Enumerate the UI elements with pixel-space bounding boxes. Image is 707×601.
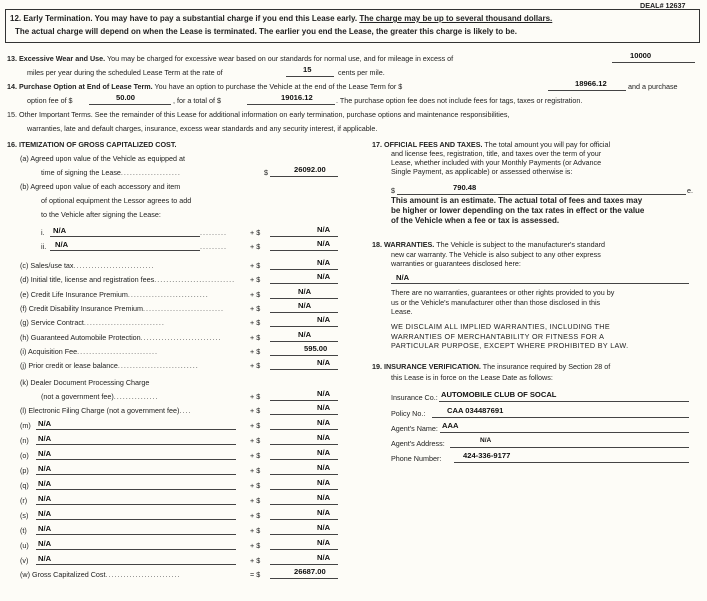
item-value: N/A <box>298 287 312 296</box>
plus-dollar: + $ <box>250 275 261 284</box>
extra-item-underline <box>36 429 236 430</box>
warranties-section <box>372 240 605 269</box>
plus-dollar: + $ <box>250 451 261 460</box>
excessive-wear-title: 13. Excessive Wear and Use. <box>7 54 106 63</box>
item-l-text: (l) Electronic Filing Charge (not a government fee) <box>20 406 180 415</box>
extra-item-name: N/A <box>38 434 52 443</box>
item-b-line1: (b) Agreed upon value of each accessory and item <box>20 182 181 191</box>
plus-dollar: + $ <box>250 526 261 535</box>
plus-dollar: + $ <box>250 290 261 299</box>
warranties-text2: new car warranty. The Vehicle is also subject to any other express <box>391 249 601 259</box>
extra-item-value: N/A <box>317 478 331 487</box>
insurance-section <box>372 362 610 383</box>
item-label <box>20 275 248 284</box>
extra-item-value: N/A <box>317 493 331 502</box>
item-label <box>20 347 248 356</box>
extra-item-name: N/A <box>38 494 52 503</box>
value-underline <box>270 326 338 327</box>
value-underline <box>270 298 338 299</box>
estimate-line2: be higher or lower depending on the tax rates in effect or the value <box>391 206 645 215</box>
warranties-none-paragraph <box>391 288 614 317</box>
extra-item-value: N/A <box>317 433 331 442</box>
item-k-line1: (k) Dealer Document Processing Charge <box>20 378 150 387</box>
insurance-text1: The insurance required by Section 28 of <box>482 362 611 371</box>
disclaimer-line1: WE DISCLAIM ALL IMPLIED WARRANTIES, INCLUDING THE <box>391 322 610 331</box>
gross-cap-cost-label: (w) Gross Capitalized Cost......................... <box>20 570 181 579</box>
item-a-dollar: $ <box>264 168 268 177</box>
extra-item-underline <box>36 459 236 460</box>
purchase-price-value: 18966.12 <box>575 79 607 88</box>
extra-item-underline <box>36 549 236 550</box>
excessive-wear-text-c: miles per year during the scheduled Lease Term at the rate of <box>27 68 223 77</box>
excessive-wear-line2 <box>27 68 223 77</box>
extra-item-value: N/A <box>317 523 331 532</box>
accessory-underline <box>50 236 200 237</box>
accessory-name: N/A <box>55 240 69 249</box>
purchase-option-text-f: . The purchase option fee does not include fees for tags, taxes or registration. <box>336 96 583 105</box>
agent-name-value: AAA <box>442 421 459 430</box>
value-underline <box>270 489 338 490</box>
value-underline <box>270 429 338 430</box>
plus-dollar: + $ <box>250 333 261 342</box>
warranties-p2: us or the Vehicle's manufacturer other than those disclosed in this <box>391 297 601 307</box>
item-l-value: N/A <box>317 403 331 412</box>
value-underline <box>270 269 338 270</box>
value-underline <box>270 355 338 356</box>
early-termination-box <box>5 9 700 43</box>
warranties-text3: warranties or guarantees disclosed here: <box>391 259 521 268</box>
early-termination-line2: The actual charge will depend on when the Lease is terminated. The earlier you end the Lease, the greater this charge is likely to be. <box>15 27 517 36</box>
excess-miles-value: 10000 <box>630 51 652 60</box>
official-fees-text3: Lease, whether included with your Monthly Payments (or Advance <box>391 158 602 167</box>
itemization-title: 16. ITEMIZATION OF GROSS CAPITALIZED COST. <box>7 140 177 149</box>
extra-item-underline <box>36 444 236 445</box>
item-label <box>20 333 248 342</box>
insurance-text2: this Lease is in force on the Lease Date as follows: <box>391 372 553 382</box>
leader-dots: ........................... <box>127 290 209 299</box>
item-a-line1: (a) Agreed upon value of the Vehicle as equipped at <box>20 154 186 163</box>
item-value: N/A <box>317 239 331 248</box>
insurance-co-label: Insurance Co.: <box>391 393 438 402</box>
leader-dots: ........................... <box>117 361 199 370</box>
item-label-text: (d) Initial title, license and registration fees <box>20 275 155 284</box>
early-termination-text-b: The charge may be up to several thousand dollars. <box>359 14 553 23</box>
item-value: N/A <box>317 358 331 367</box>
warranties-p3: Lease. <box>391 307 413 316</box>
extra-item-label: (u) <box>20 541 29 550</box>
deal-number: DEAL# 12637 <box>640 1 686 10</box>
official-fees-amount: 790.48 <box>453 183 477 192</box>
insurance-co-value: AUTOMOBILE CLUB OF SOCAL <box>441 390 557 399</box>
leader-dots: ......... <box>200 242 227 251</box>
other-terms-line1: 15. Other Important Terms. See the remainder of this Lease for additional information on early termination, purchase options and maintenance responsibilities, <box>7 110 510 119</box>
extra-item-value: N/A <box>317 448 331 457</box>
accessory-underline <box>50 250 200 251</box>
purchase-option-title: 14. Purchase Option at End of Lease Term. <box>7 82 153 91</box>
value-underline <box>270 341 338 342</box>
item-label <box>20 304 248 313</box>
item-label-text: (h) Guaranteed Automobile Protection <box>20 333 141 342</box>
accessory-label: ii. <box>41 242 47 251</box>
item-a-label: time of signing the Lease <box>41 168 121 177</box>
extra-item-underline <box>36 474 236 475</box>
extra-item-underline <box>36 519 236 520</box>
item-l-label: (l) Electronic Filing Charge (not a government fee).... <box>20 406 192 415</box>
leader-dots: ........................... <box>143 304 224 313</box>
official-fees-suffix: e. <box>687 186 693 195</box>
plus-dollar: + $ <box>250 228 261 237</box>
policy-no-label: Policy No.: <box>391 409 426 418</box>
accessory-name: N/A <box>53 226 67 235</box>
item-label <box>20 290 248 299</box>
official-fees-dollar: $ <box>391 186 395 195</box>
item-k-plus: + $ <box>250 392 261 401</box>
item-label <box>20 261 248 270</box>
plus-dollar: + $ <box>250 242 261 251</box>
warranties-value: N/A <box>396 273 410 282</box>
extra-item-name: N/A <box>38 464 52 473</box>
value-underline <box>270 519 338 520</box>
cents-per-mile-text: cents per mile. <box>338 68 385 77</box>
extra-item-value: N/A <box>317 418 331 427</box>
purchase-option-line1 <box>7 82 402 91</box>
leader-dots: ........................... <box>83 318 165 327</box>
plus-dollar: + $ <box>250 556 261 565</box>
option-fee-label: option fee of $ <box>27 96 73 105</box>
leader-dots: ........................... <box>140 333 222 342</box>
leader-dots: ........................... <box>154 275 236 284</box>
item-a-value: 26092.00 <box>294 165 326 174</box>
item-value: N/A <box>298 330 312 339</box>
extra-item-label: (t) <box>20 526 27 535</box>
plus-dollar: + $ <box>250 261 261 270</box>
agent-name-label: Agent's Name: <box>391 424 438 433</box>
official-fees-section <box>372 140 694 176</box>
plus-dollar: + $ <box>250 318 261 327</box>
extra-item-name: N/A <box>38 524 52 533</box>
purchase-option-text-c: and a purchase <box>628 82 678 91</box>
gross-cap-cost-equals: = $ <box>250 570 261 579</box>
item-label-text: (g) Service Contract <box>20 318 84 327</box>
warranties-title: 18. WARRANTIES. <box>372 240 435 249</box>
value-underline <box>270 564 338 565</box>
total-label: , for a total of $ <box>173 96 221 105</box>
extra-item-label: (s) <box>20 511 29 520</box>
value-underline <box>270 549 338 550</box>
disclaimer-line3: PARTICULAR PURPOSE, EXCEPT WHERE PROHIBITED BY LAW. <box>391 341 629 350</box>
item-value: N/A <box>317 225 331 234</box>
extra-item-name: N/A <box>38 509 52 518</box>
extra-item-name: N/A <box>38 449 52 458</box>
extra-item-name: N/A <box>38 554 52 563</box>
extra-item-name: N/A <box>38 539 52 548</box>
item-k-value: N/A <box>317 389 331 398</box>
plus-dollar: + $ <box>250 481 261 490</box>
item-b-line2: of optional equipment the Lessor agrees to add <box>41 196 192 205</box>
item-l-plus: + $ <box>250 406 261 415</box>
official-fees-text2: and license fees, registration, title, and taxes over the term of your <box>391 149 602 158</box>
option-fee-value: 50.00 <box>116 93 136 102</box>
value-underline <box>270 534 338 535</box>
extra-item-underline <box>36 504 236 505</box>
item-a-line2: time of signing the Lease.................... <box>41 168 181 177</box>
plus-dollar: + $ <box>250 361 261 370</box>
leader-dots: ........................... <box>73 261 155 270</box>
extra-item-value: N/A <box>317 553 331 562</box>
phone-value: 424-336-9177 <box>463 451 511 460</box>
mileage-rate-value: 15 <box>303 65 312 74</box>
item-value: 595.00 <box>304 344 328 353</box>
plus-dollar: + $ <box>250 436 261 445</box>
extra-item-label: (p) <box>20 466 29 475</box>
agent-address-label: Agent's Address: <box>391 439 445 448</box>
official-fees-estimate <box>391 196 644 226</box>
extra-item-label: (r) <box>20 496 28 505</box>
plus-dollar: + $ <box>250 304 261 313</box>
item-label-text: (j) Prior credit or lease balance <box>20 361 118 370</box>
official-fees-text4: Single Payment, as applicable) or assessed otherwise is: <box>391 167 573 176</box>
item-label <box>20 361 248 370</box>
insurance-title: 19. INSURANCE VERIFICATION. <box>372 362 481 371</box>
value-underline <box>270 369 338 370</box>
extra-item-underline <box>36 564 236 565</box>
policy-no-value: CAA 034487691 <box>447 406 504 415</box>
agent-address-value: N/A <box>480 437 492 444</box>
extra-item-underline <box>36 534 236 535</box>
value-underline <box>270 444 338 445</box>
extra-item-value: N/A <box>317 463 331 472</box>
value-underline <box>270 474 338 475</box>
plus-dollar: + $ <box>250 421 261 430</box>
plus-dollar: + $ <box>250 511 261 520</box>
disclaimer-line2: WARRANTIES OF MERCHANTABILITY OR FITNESS FOR A <box>391 331 605 341</box>
item-label-text: (f) Credit Disability Insurance Premium <box>20 304 144 313</box>
gross-cap-cost-text: (w) Gross Capitalized Cost <box>20 570 106 579</box>
item-b-line3: to the Vehicle after signing the Lease: <box>41 210 161 219</box>
extra-item-name: N/A <box>38 419 52 428</box>
warranties-disclaimer <box>391 322 629 351</box>
plus-dollar: + $ <box>250 466 261 475</box>
value-underline <box>270 236 338 237</box>
item-label-text: (i) Acquisition Fee <box>20 347 78 356</box>
plus-dollar: + $ <box>250 496 261 505</box>
extra-item-label: (m) <box>20 421 31 430</box>
item-value: N/A <box>317 272 331 281</box>
value-underline <box>270 312 338 313</box>
extra-item-value: N/A <box>317 508 331 517</box>
extra-item-value: N/A <box>317 538 331 547</box>
extra-item-label: (q) <box>20 481 29 490</box>
item-value: N/A <box>317 315 331 324</box>
item-label-text: (e) Credit Life Insurance Premium <box>20 290 128 299</box>
item-label <box>20 318 248 327</box>
early-termination-text-a: 12. Early Termination. You may have to pay a substantial charge if you end this Lease early. <box>10 14 358 23</box>
item-value: N/A <box>298 301 312 310</box>
phone-label: Phone Number: <box>391 454 442 463</box>
warranties-p1: There are no warranties, guarantees or other rights provided to you by <box>391 288 615 297</box>
excessive-wear-line1 <box>7 54 453 63</box>
item-label-text: (c) Sales/use tax <box>20 261 74 270</box>
value-underline <box>270 459 338 460</box>
warranties-text1: The Vehicle is subject to the manufacturer's standard <box>436 240 605 249</box>
official-fees-text1: The total amount you will pay for official <box>484 140 611 149</box>
item-k-line2: (not a government fee)............... <box>41 392 159 401</box>
early-termination-line1 <box>10 14 552 23</box>
estimate-line3: of the Vehicle when a fee or tax is assessed. <box>391 216 560 225</box>
value-underline <box>270 504 338 505</box>
value-underline <box>270 250 338 251</box>
official-fees-title: 17. OFFICIAL FEES AND TAXES. <box>372 140 483 149</box>
leader-dots: ........................... <box>77 347 159 356</box>
item-k-label: (not a government fee) <box>41 392 114 401</box>
extra-item-label: (n) <box>20 436 29 445</box>
estimate-line1: This amount is an estimate. The actual total of fees and taxes may <box>391 196 643 205</box>
other-terms-line2: warranties, late and default charges, insurance, excess wear standards and any security interest, if applicable. <box>27 124 378 133</box>
extra-item-label: (v) <box>20 556 29 565</box>
plus-dollar: + $ <box>250 541 261 550</box>
purchase-option-text: You have an option to purchase the Vehicle at the end of the Lease Term for $ <box>154 82 403 91</box>
gross-cap-cost-value: 26687.00 <box>294 567 326 576</box>
extra-item-underline <box>36 489 236 490</box>
purchase-total-value: 19016.12 <box>281 93 313 102</box>
leader-dots: ......... <box>200 228 227 237</box>
value-underline <box>270 283 338 284</box>
accessory-label: i. <box>41 228 45 237</box>
item-value: N/A <box>317 258 331 267</box>
extra-item-name: N/A <box>38 479 52 488</box>
excessive-wear-text: You may be charged for excessive wear based on our standards for normal use, and for mileage in excess of <box>107 54 454 63</box>
extra-item-label: (o) <box>20 451 29 460</box>
plus-dollar: + $ <box>250 347 261 356</box>
